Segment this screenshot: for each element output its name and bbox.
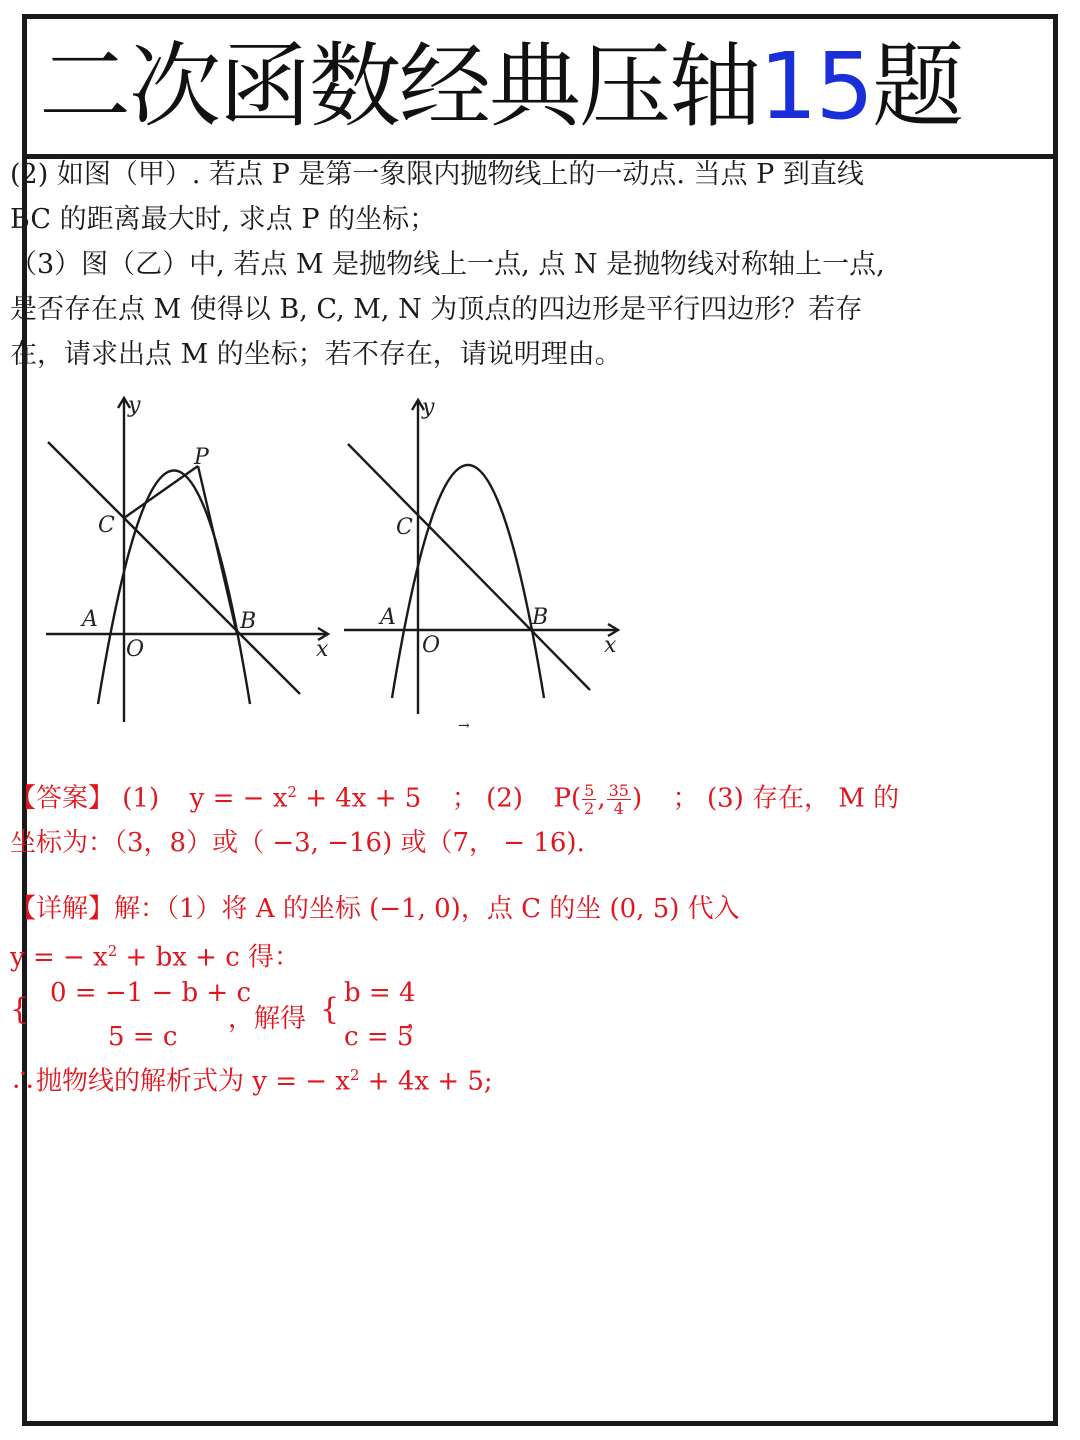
- brace-right: {: [320, 992, 340, 1027]
- answer-part1-eq: y = − x: [189, 783, 288, 814]
- system1-equation-top: 0 = −1 − b + c: [50, 978, 252, 1008]
- detail-exponent: 2: [107, 942, 118, 960]
- x-axis-label: x: [316, 637, 329, 662]
- conclusion-text: ∴抛物线的解析式为 y = − x: [10, 1066, 350, 1097]
- parabola-curve: [392, 465, 544, 698]
- answer-part1-exponent: 2: [287, 783, 297, 801]
- system1-equation-bottom: 5 = c: [108, 1022, 178, 1052]
- point-a-label: A: [82, 607, 98, 632]
- x-axis-label: x: [604, 633, 617, 658]
- point-p-label: P: [194, 445, 209, 470]
- answer-line-1: 【答案】 (1) y = − $x^2 + 4x + 5$ ； (2) P( $\frac{5}{2}$ , $\frac{35}{4}$ ) ； (3) 存在， M 的: [10, 781, 900, 819]
- detail-label: 【详解】: [10, 894, 115, 924]
- detail-block: [10, 888, 1010, 979]
- detail-line-2: [10, 930, 1010, 979]
- answer-separator: ；: [451, 783, 478, 814]
- segment-cp: [124, 466, 198, 518]
- answer-part3: (3) 存在， M 的: [706, 783, 900, 814]
- detail-eq-tail: + bx + c 得：: [125, 942, 301, 973]
- title-suffix: 题: [872, 33, 963, 140]
- figure-b: [334, 392, 634, 732]
- answer-part2-prefix: (2): [486, 783, 523, 814]
- fraction-x: [582, 782, 596, 817]
- answer-part1-prefix: (1): [122, 783, 160, 814]
- problem-line: (2) 如图（甲）. 若点 P 是第一象限内抛物线上的一动点. 当点 P 到直线: [10, 159, 864, 190]
- fraction-x-denominator: 2: [584, 799, 595, 819]
- y-axis-label: y: [422, 395, 435, 420]
- segment-pb: [198, 466, 237, 634]
- answer-separator: ；: [672, 783, 699, 814]
- system-end: ，: [406, 1004, 433, 1034]
- point-c-label: C: [98, 513, 115, 538]
- problem-line: 是否存在点 M 使得以 B, C, M, N 为顶点的四边形是平行四边形？若存: [10, 294, 863, 325]
- detail-eq: y = − x: [10, 942, 108, 973]
- y-axis-label: y: [128, 393, 141, 418]
- conclusion-line: [10, 1054, 493, 1103]
- answer-point-p: P: [553, 783, 571, 814]
- line-bc: [348, 444, 590, 690]
- answer-line-2: 坐标为：（3，8）或（ −3, −16) 或（7， − 16).: [10, 827, 585, 858]
- point-a-label: A: [380, 605, 396, 630]
- brace-left: {: [10, 992, 30, 1027]
- problem-line: （3）图（乙）中, 若点 M 是抛物线上一点, 点 N 是抛物线对称轴上一点,: [10, 249, 885, 280]
- answer-block: [10, 770, 1010, 865]
- origin-label: O: [422, 633, 441, 658]
- point-b-label: B: [240, 609, 257, 634]
- title-banner: [27, 19, 1053, 159]
- figure-a: [36, 392, 336, 732]
- detail-line-1: [10, 888, 1010, 930]
- equation-system: [10, 976, 710, 1056]
- fraction-y-numerator: 35: [608, 781, 629, 801]
- system2-equation-bottom: c = 5: [344, 1022, 414, 1052]
- system2-equation-top: b = 4: [344, 978, 416, 1008]
- page-title: [39, 33, 963, 140]
- conclusion-exponent: 2: [349, 1066, 360, 1084]
- point-b-label: B: [532, 605, 549, 630]
- title-number: 15: [759, 33, 873, 140]
- stray-mark: →: [458, 718, 470, 734]
- answer-label: 【答案】: [10, 783, 115, 814]
- point-c-label: C: [396, 515, 413, 540]
- title-main: 二次函数经典压轴: [39, 33, 760, 140]
- detail-text: 解：（1）将 A 的坐标 (−1, 0)，点 C 的坐 (0, 5) 代入: [114, 894, 740, 924]
- origin-label: O: [126, 637, 145, 662]
- problem-text: [10, 152, 1020, 377]
- answer-part1-eq-tail: + 4x + 5: [305, 783, 422, 814]
- fraction-x-numerator: 5: [584, 781, 595, 801]
- line-bc: [48, 442, 300, 694]
- solve-text: ，解得: [228, 1004, 307, 1034]
- conclusion-tail: + 4x + 5;: [367, 1066, 493, 1097]
- problem-line: 在，请求出点 M 的坐标；若不存在，请说明理由。: [10, 339, 622, 370]
- fraction-y-denominator: 4: [613, 799, 624, 819]
- problem-line: BC 的距离最大时, 求点 P 的坐标；: [10, 204, 437, 235]
- fraction-y: [607, 782, 631, 817]
